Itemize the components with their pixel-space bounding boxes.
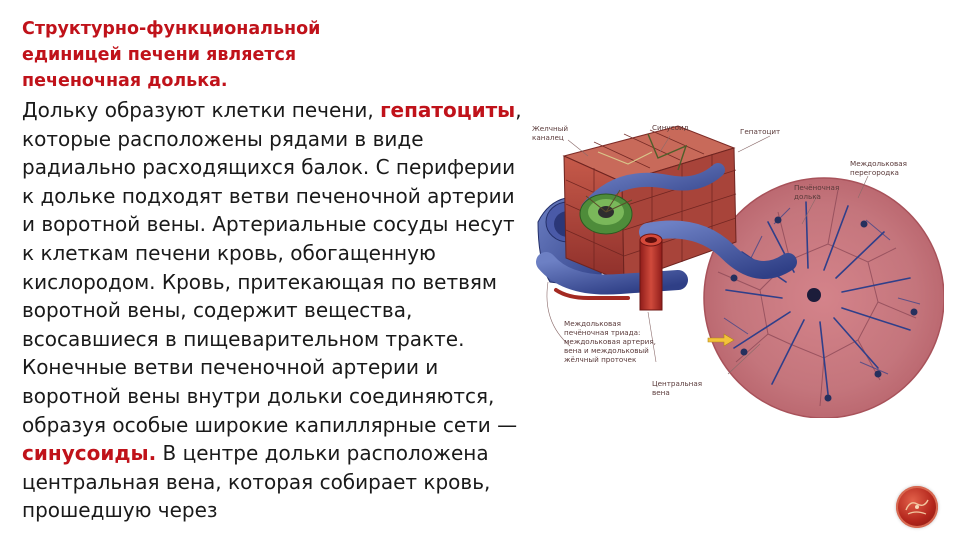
liver-lobule-illustration xyxy=(528,112,944,418)
heading-line-2: единицей печени является xyxy=(22,45,297,65)
ornament-flourish-icon xyxy=(896,486,938,528)
label-septum-2: перегородка xyxy=(850,168,899,177)
label-triad-5: жёлчный проточек xyxy=(564,355,637,364)
label-triad-2: печёночная триада: xyxy=(564,328,641,337)
label-lobule-1: Печёночная xyxy=(794,183,840,192)
paragraph-part-2: , которые расположены рядами в виде радиально расходящихся балок. С периферии к дольке подходят ветви печеночной артерии и воротной вены. Артериальные сосуды несут к клеткам печени кровь, обогащенную кислородом. Кровь, притекающая по ветвям воротной вены, содержит вещества, всосавшиеся в пищеварительном тракте. Конечные ветви печеночной артерии и воротной вены внутри дольки соединяются, образуя особые широкие капиллярные сети — xyxy=(22,98,522,437)
label-bile-canal-1: Желчный xyxy=(532,124,569,133)
label-hepatocyte: Гепатоцит xyxy=(740,127,781,136)
term-hepatocytes: гепатоциты xyxy=(380,98,516,122)
label-triad-1: Междольковая xyxy=(564,319,621,328)
slide-heading xyxy=(22,16,522,94)
body-paragraph xyxy=(22,96,522,525)
label-sinusoid: Синусоид xyxy=(652,123,689,132)
text-block xyxy=(22,16,522,525)
heading-line-1: Структурно-функциональной xyxy=(22,19,321,39)
term-sinusoids: синусоиды. xyxy=(22,441,157,466)
lobule-cross-section xyxy=(704,178,944,418)
heading-line-3: печеночная долька. xyxy=(22,71,228,91)
label-bile-canal-2: каналец xyxy=(532,133,564,142)
liver-lobule-svg xyxy=(528,112,944,418)
paragraph-part-3: В центре дольки расположена центральная вена, которая собирает кровь, прошедшую через xyxy=(22,441,491,523)
ornament-badge-icon xyxy=(896,486,938,528)
label-central-vein-1: Центральная xyxy=(652,379,703,388)
paragraph-intro: Дольку образуют клетки печени, xyxy=(22,98,381,122)
label-septum-1: Междольковая xyxy=(850,159,907,168)
label-central-vein-2: вена xyxy=(652,388,670,397)
label-lobule-2: долька xyxy=(794,192,821,201)
label-triad-3: междольковая артерия, xyxy=(564,337,656,346)
label-triad-4: вена и междольковый xyxy=(564,346,649,355)
